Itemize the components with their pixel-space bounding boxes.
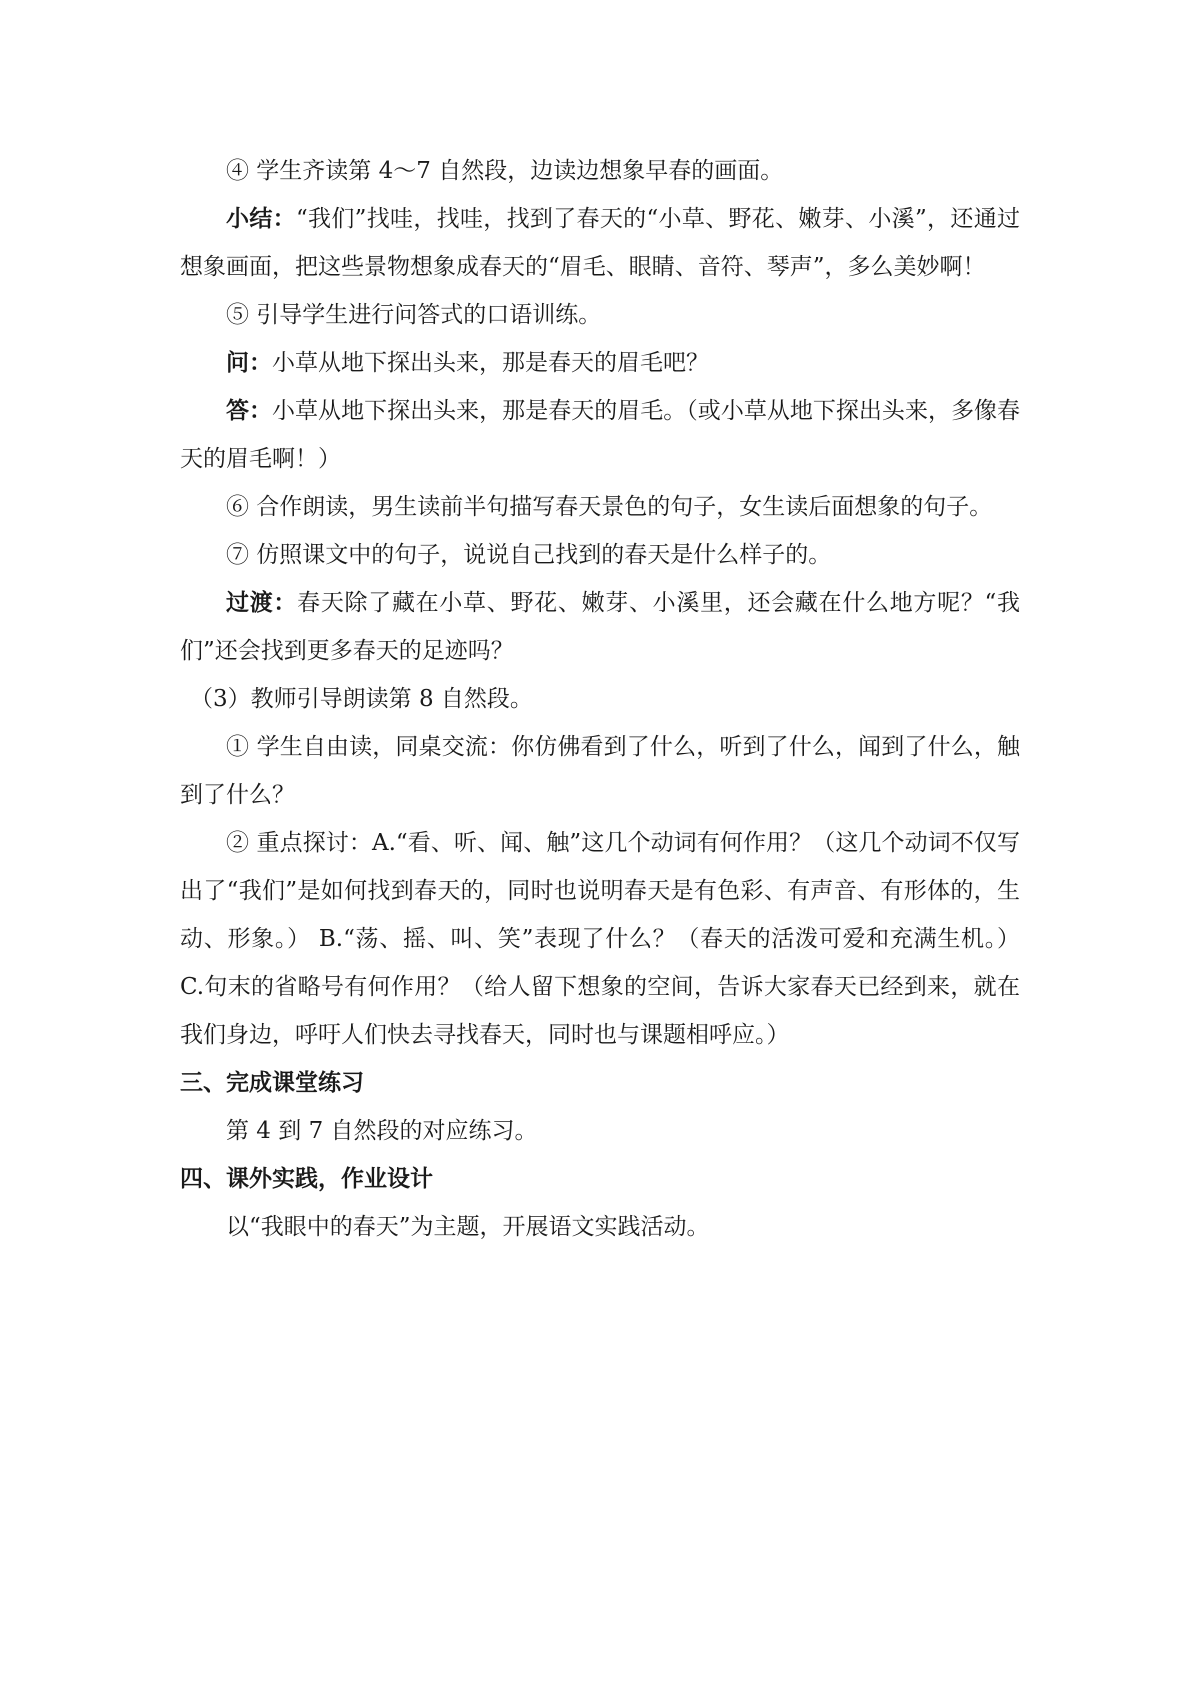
answer-text: 小草从地下探出头来，那是春天的眉毛。（或小草从地下探出头来，多像春天的眉毛啊！） [180,398,1021,472]
paragraph-step-7: ⑦ 仿照课文中的句子，说说自己找到的春天是什么样子的。 [226,542,832,568]
paragraph-step-1: ① 学生自由读，同桌交流：你仿佛看到了什么，听到了什么，闻到了什么，触到了什么？ [180,734,1020,808]
section-text-4: 以“我眼中的春天”为主题，开展语文实践活动。 [226,1214,710,1240]
document-page [180,147,1020,1251]
paragraph-step-2: ② 重点探讨：A.“看、听、闻、触”这几个动词有何作用？（这几个动词不仅写出了“我们”是如何找到春天的，同时也说明春天是有色彩、有声音、有形体的，生动、形象。） B.“荡、摇、叫、笑”表现了什么？（春天的活泼可爱和充满生机。） C.句末的省略号有何作用？（给人留下想象的空间，告诉大家春天已经到来，就在我们身边，呼吁人们快去寻找春天，同时也与课题相呼应。） [180,830,1020,1048]
paragraph-transition [180,579,1020,675]
section-heading-3: 三、完成课堂练习 [180,1070,364,1096]
paragraph-part-3: （3）教师引导朗读第 8 自然段。 [190,686,533,712]
summary-text: “我们”找哇，找哇，找到了春天的“小草、野花、嫩芽、小溪”，还通过想象画面，把这些景物想象成春天的“眉毛、眼睛、音符、琴声”，多么美妙啊！ [180,206,1021,280]
paragraph-question [180,339,1020,387]
question-label: 问： [226,349,272,376]
transition-text: 春天除了藏在小草、野花、嫩芽、小溪里，还会藏在什么地方呢？“我们”还会找到更多春天的足迹吗？ [180,590,1021,664]
answer-label: 答： [226,397,273,424]
paragraph-step-5: ⑤ 引导学生进行问答式的口语训练。 [226,302,602,328]
summary-label: 小结： [226,205,296,232]
paragraph-step-4: ④ 学生齐读第 4～7 自然段，边读边想象早春的画面。 [226,158,784,184]
paragraph-summary [180,195,1020,291]
transition-label: 过渡： [226,589,298,616]
section-text-3: 第 4 到 7 自然段的对应练习。 [226,1118,538,1144]
question-text: 小草从地下探出头来，那是春天的眉毛吧？ [272,350,709,376]
paragraph-answer [180,387,1020,483]
section-heading-4: 四、课外实践，作业设计 [180,1166,433,1192]
paragraph-step-6: ⑥ 合作朗读，男生读前半句描写春天景色的句子，女生读后面想象的句子。 [226,494,993,520]
